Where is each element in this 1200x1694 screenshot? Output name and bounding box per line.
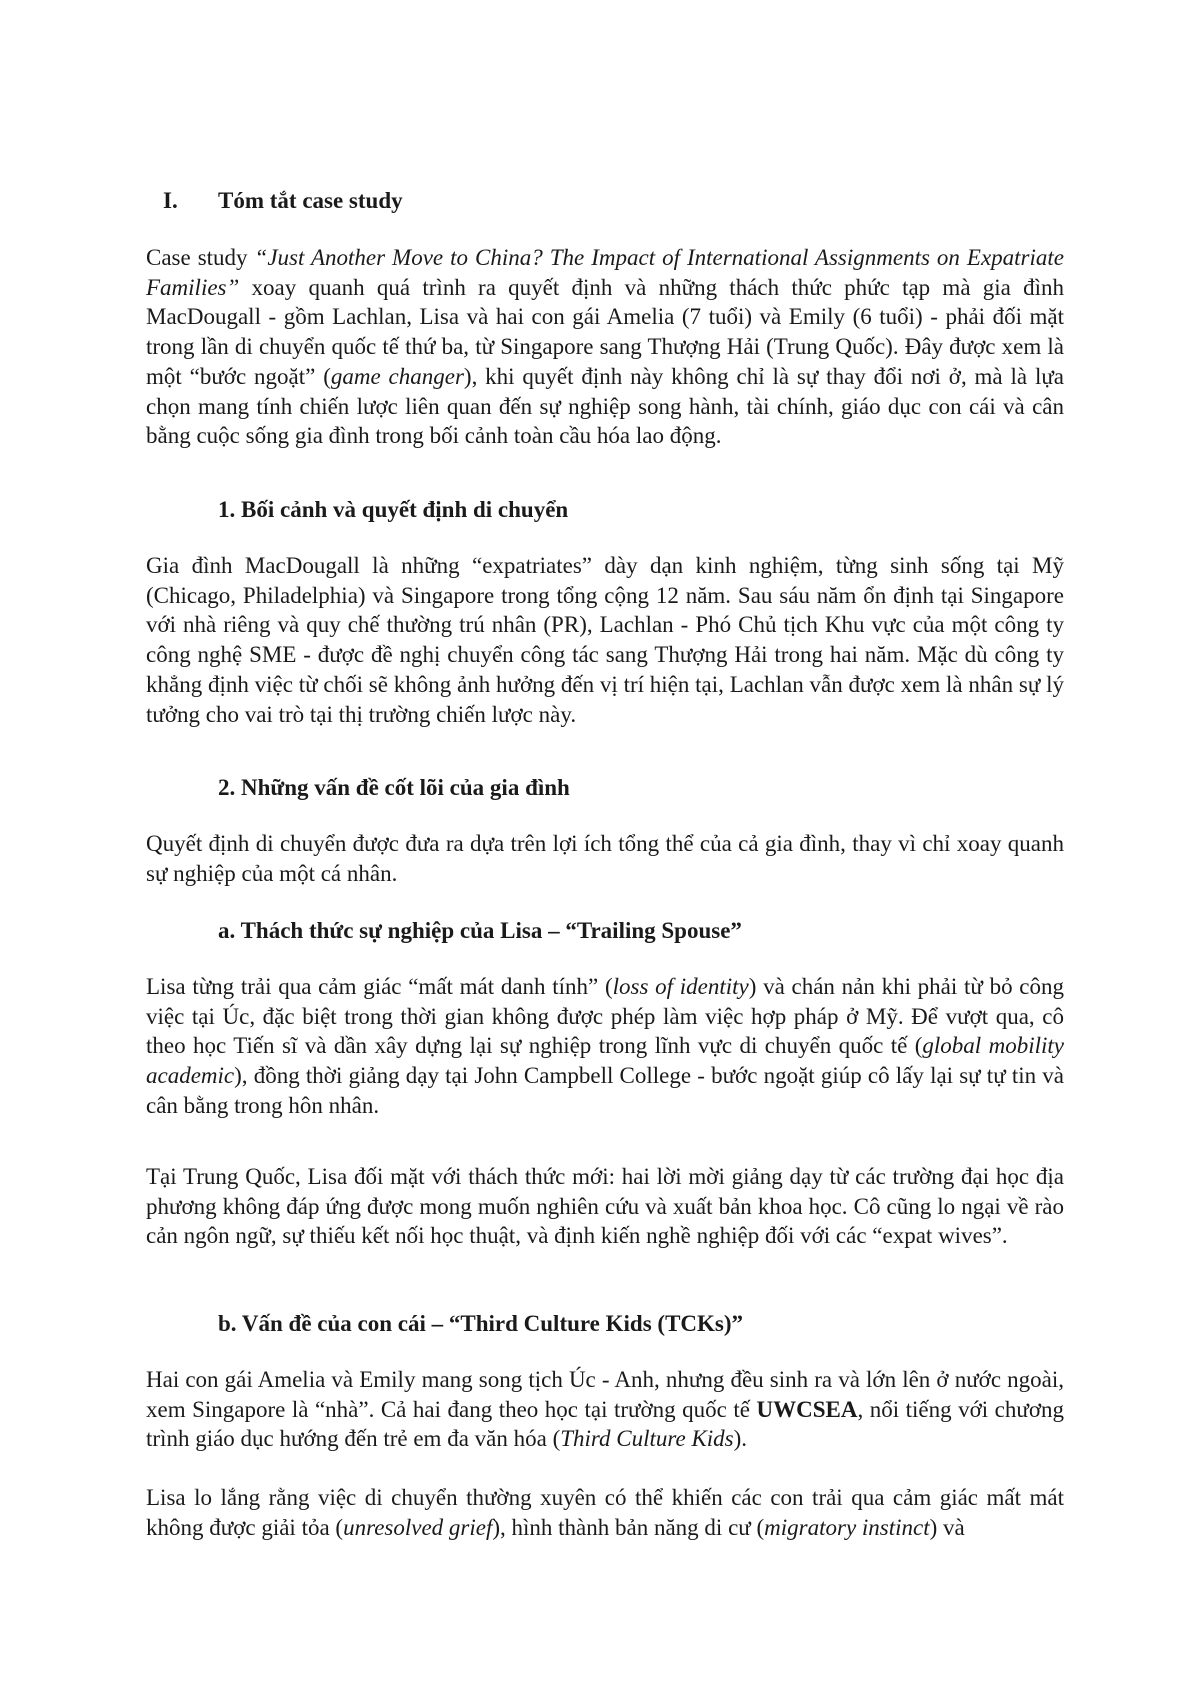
intro-paragraph [146,243,1064,451]
lisa-text-3: ), đồng thời giảng dạy tại John Campbell College - bước ngoặt giúp cô lấy lại sự tự tin và cân bằng trong hôn nhân. [146,1063,1064,1118]
intro-prefix: Case study [146,245,255,270]
children-text-3: ). [733,1426,748,1452]
term-global-mobility: global mobility academic [146,1033,1064,1089]
concern-text-3: ) và [929,1514,965,1540]
children-text-1: Hai con gái Amelia và Emily mang song tịch Úc - Anh, nhưng đều sinh ra và lớn lên ở nước ngoài, xem Singapore là “nhà”. Cả hai đang theo học tại trường quốc tế [146,1367,1064,1422]
concern-text-1: Lisa lo lắng rằng việc di chuyển thường xuyên có thể khiến các con trải qua cảm giác mất mát không được giải tỏa ( [146,1485,1064,1540]
concern-text-2: ), hình thành bản năng di cư ( [492,1514,765,1540]
term-unresolved-grief: unresolved grief [343,1514,493,1540]
paragraph-lisa-career [146,972,1064,1121]
subheading-2: 2. Những vấn đề cốt lõi của gia đình [218,775,570,800]
paragraph-core-issues: Quyết định di chuyển được đưa ra dựa trên lợi ích tổng thể của cả gia đình, thay vì chỉ xoay quanh sự nghiệp của một cá nhân. [146,831,1064,886]
subheading-1: 1. Bối cảnh và quyết định di chuyển [218,497,569,522]
paragraph-background: Gia đình MacDougall là những “expatriates” dày dạn kinh nghiệm, từng sinh sống tại Mỹ (Chicago, Philadelphia) và Singapore trong tổng cộng 12 năm. Sau sáu năm ổn định tại Singapore với nhà riêng và quy chế thường trú nhân (PR), Lachlan - Phó Chủ tịch Khu vực của một công ty công nghệ SME - được đề nghị chuyển công tác sang Thượng Hải trong hai năm. Mặc dù công ty khẳng định việc từ chối sẽ không ảnh hưởng đến vị trí hiện tại, Lachlan vẫn được xem là nhân sự lý tưởng cho vai trò tại thị trường chiến lược này. [146,553,1064,727]
paragraph-children-concern [146,1483,1064,1542]
section-title: Tóm tắt case study [218,188,403,213]
subheading-2a: a. Thách thức sự nghiệp của Lisa – “Trailing Spouse” [218,918,742,943]
lisa-text-2: ) và chán nản khi phải từ bỏ công việc tại Úc, đặc biệt trong thời gian không được phép làm việc hợp pháp ở Mỹ. Để vượt qua, cô theo học Tiến sĩ và dần xây dựng lại sự nghiệp trong lĩnh vực di chuyển quốc tế ( [146,974,1064,1059]
subheading-2b: b. Vấn đề của con cái – “Third Culture Kids (TCKs)” [218,1311,744,1336]
school-name: UWCSEA [756,1396,858,1422]
case-study-title: “Just Another Move to China? The Impact of International Assignments on Expatriate Families” [146,245,1064,300]
paragraph-children [146,1365,1064,1454]
children-text-2: , nổi tiếng với chương trình giáo dục hướng đến trẻ em đa văn hóa ( [146,1396,1064,1452]
term-third-culture-kids: Third Culture Kids [560,1426,734,1452]
lisa-text-1: Lisa từng trải qua cảm giác “mất mát danh tính” ( [146,974,613,999]
intro-suffix: ), khi quyết định này không chỉ là sự thay đổi nơi ở, mà là lựa chọn mang tính chiến lược liên quan đến sự nghiệp song hành, tài chính, giáo dục con cái và cân bằng cuộc sống gia đình trong bối cảnh toàn cầu hóa lao động. [146,363,1065,449]
intro-mid: xoay quanh quá trình ra quyết định và những thách thức phức tạp mà gia đình MacDougall - gồm Lachlan, Lisa và hai con gái Amelia (7 tuổi) và Emily (6 tuổi) - phải đối mặt trong lần di chuyển quốc tế thứ ba, từ Singapore sang Thượng Hải (Trung Quốc). Đây được xem là một “bước ngoặt” ( [146,274,1064,389]
term-migratory-instinct: migratory instinct [764,1514,930,1540]
paragraph-lisa-china: Tại Trung Quốc, Lisa đối mặt với thách thức mới: hai lời mời giảng dạy từ các trường đại học địa phương không đáp ứng được mong muốn nghiên cứu và xuất bản khoa học. Cô cũng lo ngại về rào cản ngôn ngữ, sự thiếu kết nối học thuật, và định kiến nghề nghiệp đối với các “expat wives”. [146,1164,1064,1249]
term-game-changer: game changer [330,363,464,389]
term-loss-of-identity: loss of identity [612,974,749,999]
section-number: I. [163,188,178,213]
